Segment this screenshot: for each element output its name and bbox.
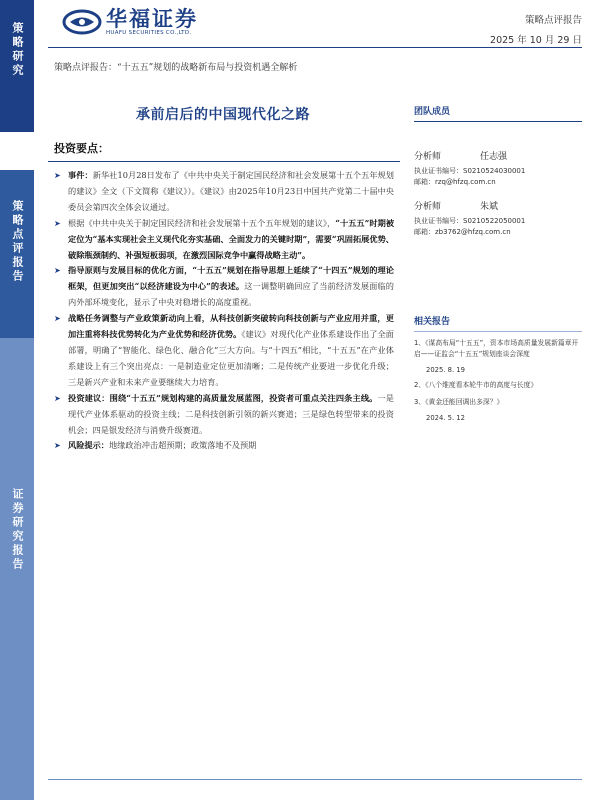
bullet-bold-text: 事件： — [68, 170, 93, 180]
analyst-email[interactable]: rzq@hfzq.com.cn — [435, 178, 496, 186]
bullet-body-text: 根据《中共中央关于制定国民经济和社会发展第十五个五年规划的建议》， — [68, 217, 336, 228]
logo-english-name: HUAFU SECURITIES CO.,LTD. — [106, 30, 192, 36]
analyst-card — [414, 200, 582, 238]
email-label: 邮箱： — [414, 228, 435, 236]
related-title: 相关报告 — [414, 317, 451, 327]
bullet-positioning — [54, 216, 394, 264]
related-reports — [414, 314, 582, 422]
analyst-role: 分析师 — [414, 152, 442, 162]
team-title: 团队成员 — [414, 107, 451, 117]
arrow-bullet-icon: ➤ — [54, 266, 61, 276]
sidebar-section-securities — [0, 338, 34, 800]
bullet-bold-text: 风险提示： — [68, 440, 109, 451]
sidebar-section-strategy — [0, 0, 34, 132]
highlights-heading: 投资要点： — [54, 142, 109, 155]
bullet-event — [54, 168, 394, 216]
arrow-bullet-icon: ➤ — [54, 393, 61, 403]
sidebar-section-report-type — [0, 170, 34, 338]
highlights-divider — [48, 161, 400, 162]
report-type: 策略点评报告 — [524, 15, 582, 26]
arrow-bullet-icon: ➤ — [54, 171, 61, 180]
bullet-body-text: 这一调整明确回应了当前经济发展面临的内外部环境变化，显示了中央对稳增长的高度重视。 — [68, 281, 394, 308]
sidebar-label-strategy: 策略研究 — [11, 22, 24, 78]
team-divider — [414, 121, 582, 122]
report-series-title: 策略点评报告：“十五五”规划的战略新布局与投资机遇全解析 — [54, 63, 298, 73]
bullet-body-text: 新华社10月28日发布了《中共中央关于制定国民经济和社会发展第十五个五年规划的建议》全文（下文简称《建议》）。《建议》由2025年10月23日中国共产党第二十届中央委员会第四次全体会议通过。 — [68, 170, 394, 212]
arrow-bullet-icon: ➤ — [54, 218, 61, 228]
footer-divider — [48, 779, 582, 780]
related-divider — [414, 331, 582, 332]
logo-chinese-name: 华福证券 — [106, 7, 198, 31]
related-report-link[interactable]: 2、《八个维度看本轮牛市的高度与长度》 — [414, 381, 538, 389]
analyst-card — [414, 150, 582, 188]
header-divider — [48, 47, 582, 48]
team-section — [414, 104, 582, 238]
bullet-body-text: 《建议》对现代化产业体系建设作出了全面部署，明确了“智能化、绿色化、融合化”三大方向。与“十四五”相比，“十五五”在产业体系建设上有三个突出亮点：一是制造业定位更加清晰；二是传统产业要进一步优化升级；三是新兴产业和未来产业要继续大力培育。 — [68, 329, 394, 387]
related-report-link[interactable]: 1、《谋高布局“十五五”，资本市场高质量发展新篇章开启——证监会“十五五”规划座谈会深度 — [414, 339, 579, 358]
cert-label: 执业证书编号： — [414, 167, 463, 175]
bullet-risk-warning — [54, 438, 394, 454]
cert-number: S0210524030001 — [463, 167, 526, 175]
bullet-industrial-policy — [54, 311, 394, 391]
cert-label: 执业证书编号： — [414, 217, 463, 225]
bullet-investment-advice — [54, 391, 394, 439]
bullet-bold-text: 指导原则与发展目标的优化方面，“十五五”规划在指导思想上延续了“十四五”规划的理论框架，但更加突出“以经济建设为中心”的表述。 — [68, 265, 394, 292]
analyst-name: 朱斌 — [480, 202, 499, 212]
related-report-link[interactable]: 3、《黄金还能回调出多深？》 — [414, 398, 504, 406]
related-report-date: 2024. 5. 12 — [426, 414, 465, 422]
bullet-bold-text: 战略任务调整与产业政策新动向上看，从科技创新突破转向科技创新与产业应用并重，更加注重将科技优势转化为产业优势和经济优势。 — [68, 313, 394, 340]
related-report-date: 2025. 8. 19 — [426, 366, 465, 374]
cert-number: S0210522050001 — [463, 217, 526, 225]
bullet-guiding-principles — [54, 263, 394, 311]
email-label: 邮箱： — [414, 178, 435, 186]
report-date: 2025 年 10 月 29 日 — [490, 35, 582, 46]
investment-highlights — [54, 140, 394, 454]
sidebar-label-securities: 证券研究报告 — [11, 488, 24, 572]
bullet-bold-text: 投资建议：围绕“十五五”规划构建的高质量发展蓝图，投资者可重点关注四条主线。 — [68, 392, 378, 403]
bullet-body-text: 地缘政治冲击超预期；政策落地不及预期 — [108, 440, 257, 451]
bullet-bold-text: “十五五”时期被定位为“基本实现社会主义现代化夯实基础、全面发力的关键时期”，需要“巩固拓展优势、破除瓶颈制约、补强短板弱项，在激烈国际竞争中赢得战略主动”。 — [68, 217, 395, 260]
left-sidebar — [0, 0, 34, 800]
analyst-email[interactable]: zb3762@hfzq.com.cn — [435, 228, 511, 236]
analyst-role: 分析师 — [414, 202, 442, 212]
bullet-body-text: 一是现代产业体系驱动的投资主线；二是科技创新引领的新兴赛道；三是绿色转型带来的投资机会；四是银发经济与消费升级赛道。 — [68, 392, 394, 435]
arrow-bullet-icon: ➤ — [54, 441, 61, 451]
header-meta — [490, 12, 582, 46]
company-logo — [62, 8, 198, 36]
report-title: 承前启后的中国现代化之路 — [136, 107, 310, 123]
analyst-name: 任志强 — [480, 152, 508, 162]
logo-emblem-icon — [62, 9, 102, 35]
sidebar-label-report-type: 策略点评报告 — [11, 200, 24, 284]
arrow-bullet-icon: ➤ — [54, 314, 61, 324]
